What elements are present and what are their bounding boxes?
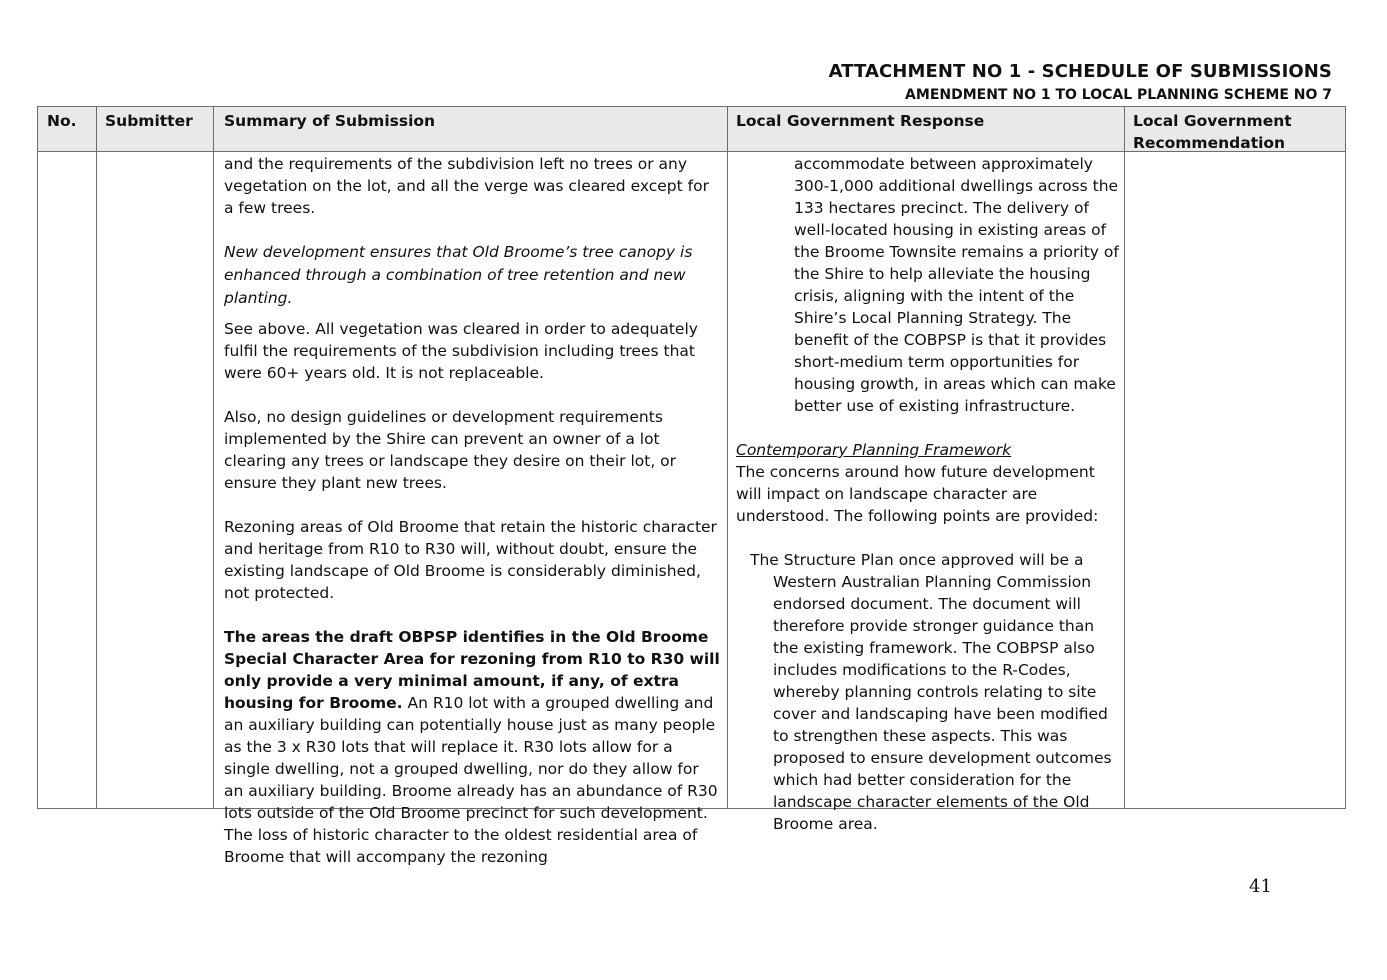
column-divider (1124, 107, 1125, 808)
header-recommendation: Local Government Recommendation (1133, 112, 1292, 152)
column-divider (96, 107, 97, 808)
response-heading: Contemporary Planning Framework (736, 441, 1012, 459)
page-number: 41 (1249, 876, 1272, 897)
summary-paragraph: See above. All vegetation was cleared in order to adequately fulfil the requirements of the subdivision including trees that were 60+ years old. It is not replaceable. (224, 320, 698, 382)
summary-quote: New development ensures that Old Broome’s tree canopy is enhanced through a combination of tree retention and new planting. (224, 243, 693, 307)
column-divider (727, 107, 728, 808)
header-no: No. (47, 112, 77, 130)
summary-paragraph: Rezoning areas of Old Broome that retain the historic character and heritage from R10 to R30 will, without doubt, ensure the existing landscape of Old Broome is considerably diminished, not protected. (224, 518, 717, 602)
summary-cell (224, 153, 722, 868)
response-bullet: The Structure Plan once approved will be a Western Australian Planning Commission endorsed document. The document will therefore provide stronger guidance than the existing framework. The COBPSP also includes modifications to the R-Codes, whereby planning controls relating to site cover and landscaping have been modified to strengthen these aspects. This was proposed to ensure development outcomes which had better consideration for the landscape character elements of the Old Broome area. (750, 551, 1112, 833)
document-subtitle: AMENDMENT NO 1 TO LOCAL PLANNING SCHEME NO 7 (905, 87, 1332, 103)
response-cell (736, 153, 1120, 835)
summary-text: An R10 lot with a grouped dwelling and an auxiliary building can potentially house just as many people as the 3 x R30 lots that will replace it. R30 lots allow for a single dwelling, not a grouped dwelling, nor do they allow for an auxiliary building. Broome already has an abundance of R30 lots outside of the Old Broome precinct for such development. The loss of historic character to the oldest residential area of Broome that will accompany the rezoning (224, 694, 718, 866)
document-title: ATTACHMENT NO 1 - SCHEDULE OF SUBMISSIONS (828, 61, 1332, 82)
header-summary: Summary of Submission (224, 112, 436, 130)
column-divider (213, 107, 214, 808)
header-submitter: Submitter (105, 112, 193, 130)
summary-paragraph: and the requirements of the subdivision left no trees or any vegetation on the lot, and all the verge was cleared except for a few trees. (224, 155, 709, 217)
summary-paragraph: Also, no design guidelines or development requirements implemented by the Shire can prevent an owner of a lot clearing any trees or landscape they desire on their lot, or ensure they plant new trees. (224, 408, 677, 492)
summary-bold-statement: The areas the draft OBPSP identifies in the Old Broome Special Character Area for rezoning from R10 to R30 will only provide a very minimal amount, if any, of extra housing for Broome. (224, 628, 720, 712)
submissions-table (37, 106, 1346, 866)
header-response: Local Government Response (736, 112, 985, 130)
response-paragraph: The concerns around how future development will impact on landscape character are understood. The following points are provided: (736, 463, 1099, 525)
summary-paragraph-lead (224, 626, 722, 868)
response-paragraph: accommodate between approximately 300-1,000 additional dwellings across the 133 hectares precinct. The delivery of well-located housing in existing areas of the Broome Townsite remains a priority of the Shire to help alleviate the housing crisis, aligning with the intent of the Shire’s Local Planning Strategy. The benefit of the COBPSP is that it provides short-medium term opportunities for housing growth, in areas which can make better use of existing infrastructure. (794, 155, 1119, 415)
